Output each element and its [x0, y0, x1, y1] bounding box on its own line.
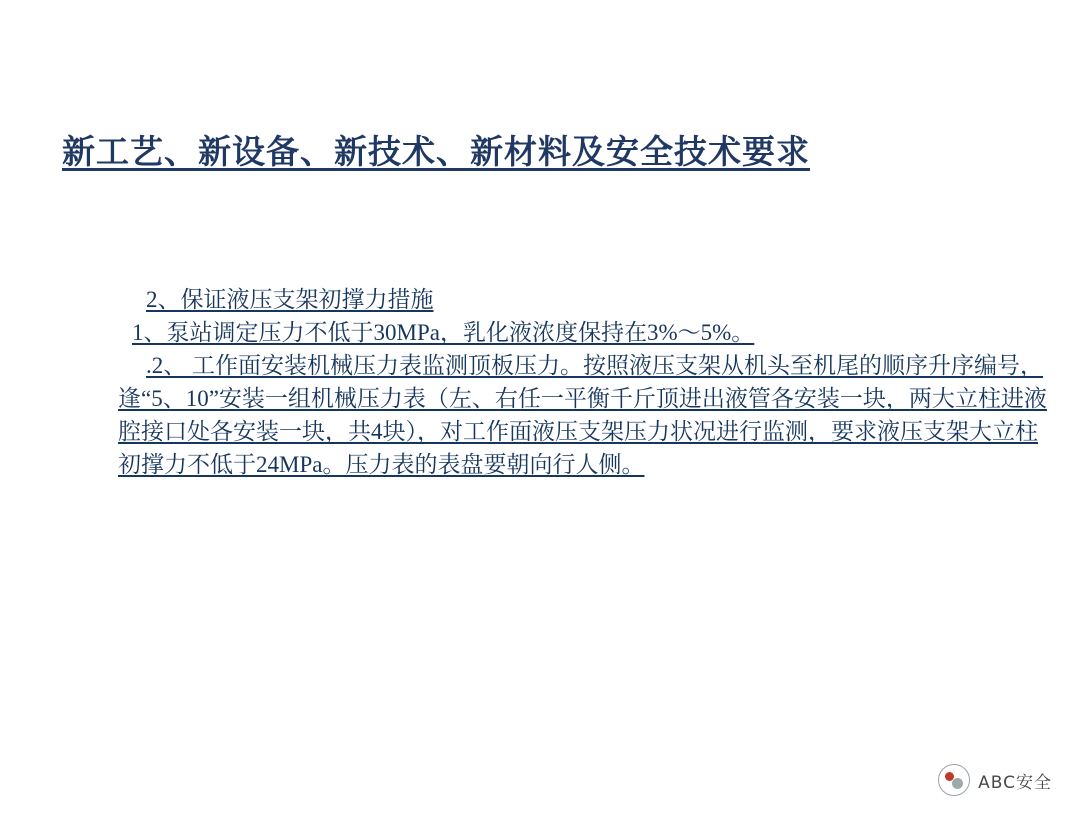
slide-body [118, 283, 1047, 481]
watermark-label: ABC安全 [978, 772, 1052, 793]
circle-logo-icon [938, 764, 970, 796]
body-item-1: 1、泵站调定压力不低于30MPa，乳化液浓度保持在3%～5%。 [132, 320, 755, 345]
page-title: 新工艺、新设备、新技术、新材料及安全技术要求 [62, 132, 810, 171]
watermark [938, 764, 1052, 796]
body-heading: 2、保证液压支架初撑力措施 [146, 287, 434, 312]
body-item-2: .2、 工作面安装机械压力表监测顶板压力。按照液压支架从机头至机尾的顺序升序编号，逢“5、10”安装一组机械压力表（左、右任一平衡千斤顶进出液管各安装一块，两大立柱进液腔接口处各安装一块，共4块），对工作面液压支架压力状况进行监测，要求液压支架大立柱初撑力不低于24MPa。压力表的表盘要朝向行人侧。 [118, 353, 1047, 477]
